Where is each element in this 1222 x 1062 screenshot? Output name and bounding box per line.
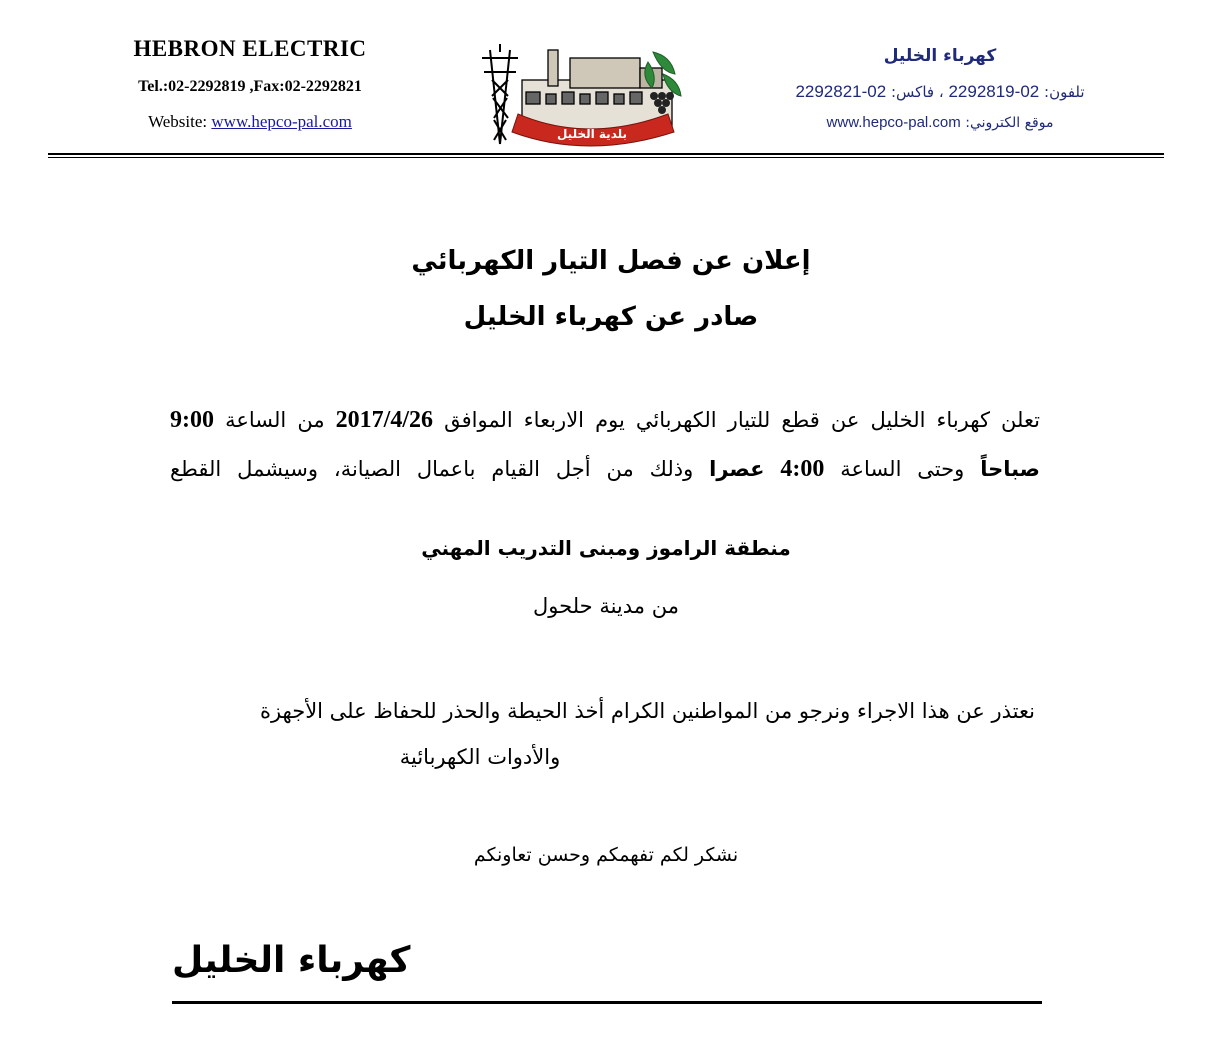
header-rule-thin	[48, 157, 1164, 158]
apology-line2: والأدوات الكهربائية	[399, 745, 561, 769]
notice-title: إعلان عن فصل التيار الكهربائي	[411, 246, 811, 276]
para-part2: من الساعة	[225, 408, 325, 432]
thanks-line: نشكر لكم تفهمكم وحسن تعاونكم	[473, 844, 739, 866]
signature: كهرباء الخليل	[172, 940, 411, 981]
old-city-icon	[522, 50, 672, 130]
header-rule-thick	[48, 153, 1164, 155]
notice-paragraph	[170, 396, 1040, 494]
outage-date: 2017/4/26	[335, 407, 434, 433]
phone-label-ar: تلفون:	[1044, 83, 1085, 101]
company-name-ar: كهرباء الخليل	[883, 46, 997, 66]
municipality-logo	[478, 40, 688, 150]
website-label-en: Website:	[148, 112, 208, 131]
start-time: 9:00	[170, 407, 214, 433]
logo-banner-text: بلدية الخليل	[556, 127, 628, 141]
apology-line1: نعتذر عن هذا الاجراء ونرجو من المواطنين الكرام أخذ الحيطة والحذر للحفاظ على الأجهزة	[259, 699, 1035, 723]
affected-city: من مدينة حلحول	[533, 594, 679, 618]
letterhead-english	[90, 36, 410, 134]
contact-en: Tel.:02-2292819 ,Fax:02-2292821	[138, 78, 362, 95]
website-label-ar: موقع الكتروني:	[965, 115, 1054, 131]
footer-rule	[172, 1001, 1042, 1004]
website-link[interactable]: www.hepco-pal.com	[211, 112, 352, 131]
phone-value: 02-2292819	[948, 82, 1040, 101]
para-part4: وذلك من أجل القيام باعمال الصيانة، وسيشمل القطع	[170, 457, 694, 481]
para-part3: وحتى الساعة	[840, 457, 965, 481]
affected-area: منطقة الراموز ومبنى التدريب المهني	[421, 536, 791, 560]
para-part1: تعلن كهرباء الخليل عن قطع للتيار الكهربائي يوم الاربعاء الموافق	[444, 408, 1040, 432]
contact-ar	[770, 82, 1110, 106]
fax-label-ar: ، فاكس:	[891, 83, 944, 101]
website-line-en	[90, 112, 410, 134]
website-line-ar	[770, 114, 1110, 136]
apology-paragraph	[175, 688, 1035, 780]
letterhead-arabic	[770, 46, 1110, 136]
website-url-ar[interactable]: www.hepco-pal.com	[826, 114, 961, 131]
end-time: 4:00	[780, 456, 825, 482]
end-period: عصرا	[709, 457, 765, 481]
fax-value: 02-2292821	[795, 82, 887, 101]
company-name-en: HEBRON ELECTRIC	[133, 36, 367, 61]
start-period: صباحاً	[980, 457, 1040, 481]
notice-subtitle: صادر عن كهرباء الخليل	[463, 302, 759, 332]
